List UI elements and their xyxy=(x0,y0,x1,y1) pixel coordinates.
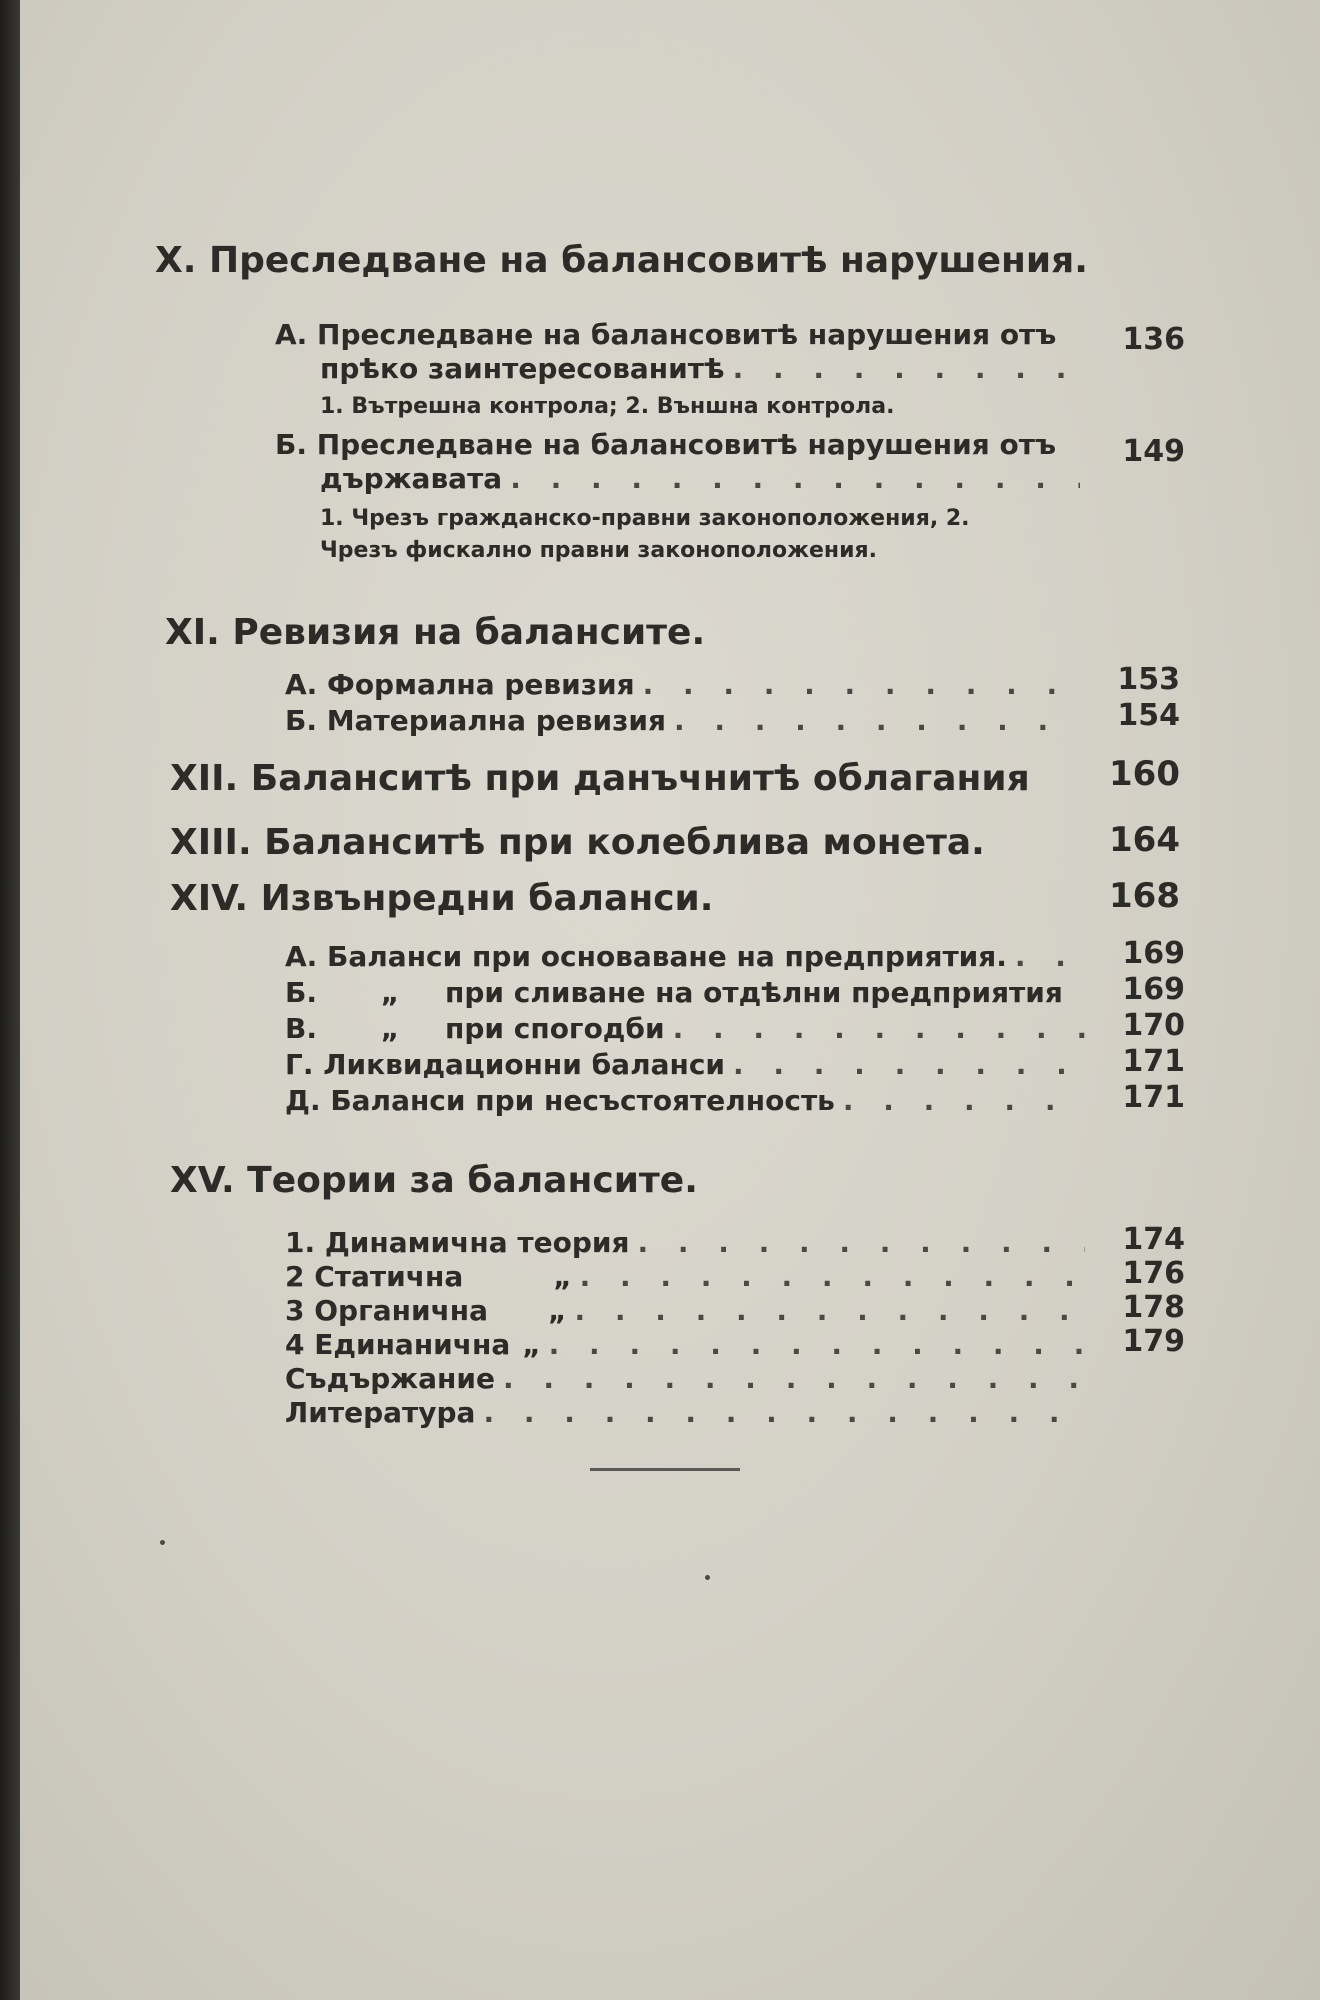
chapter-x-a-line2: прѣко заинтересованитѣ . . . xyxy=(320,352,1080,385)
chapter-xiv-d-page: 171 xyxy=(1122,1044,1185,1079)
paper-speck xyxy=(705,1575,710,1580)
chapter-xiv-b: Б. „ при сливане на отдѣлни предприятия xyxy=(285,976,1063,1009)
chapter-xv-item3-page: 178 xyxy=(1122,1290,1185,1325)
chapter-xv-item4: 4 Единанична „ . . . xyxy=(285,1328,1085,1361)
chapter-xiv-d: Г. Ликвидационни баланси . . . xyxy=(285,1048,1085,1081)
chapter-x-a-note: 1. Вътрешна контрола; 2. Външна контрола. xyxy=(320,394,895,419)
chapter-xv-item2: 2 Статична „ . . . xyxy=(285,1260,1085,1293)
closing-rule xyxy=(590,1468,740,1471)
chapter-x-a-page: 136 xyxy=(1122,322,1185,357)
chapter-xiv-a-page: 169 xyxy=(1122,936,1185,971)
chapter-xiv-a: А. Баланси при основаване на предприятия. . . . xyxy=(285,940,1085,973)
chapter-xi-b: Б. Материална ревизия . . . xyxy=(285,704,1075,737)
paper-speck xyxy=(160,1540,165,1545)
chapter-xi-title: XI. Ревизия на балансите. xyxy=(165,612,706,653)
book-page xyxy=(20,0,1320,2000)
chapter-x-b-line1: Б. Преследване на балансовитѣ нарушения отъ xyxy=(275,428,1056,461)
chapter-xi-a: А. Формална ревизия . . . xyxy=(285,668,1075,701)
chapter-xiv-e-page: 171 xyxy=(1122,1080,1185,1115)
chapter-xv-item2-page: 176 xyxy=(1122,1256,1185,1291)
chapter-xv-contents: Съдържание . . . xyxy=(285,1362,1085,1395)
chapter-xiv-title: XIV. Извънредни баланси. xyxy=(170,878,714,919)
chapter-xv-literature: Литература . . . xyxy=(285,1396,1085,1429)
chapter-xi-a-page: 153 xyxy=(1117,662,1180,697)
chapter-xiv-e: Д. Баланси при несъстоятелность . . . xyxy=(285,1084,1085,1117)
chapter-xv-item3: 3 Органична „ . . . xyxy=(285,1294,1085,1327)
chapter-xiii-page: 164 xyxy=(1109,820,1180,860)
chapter-xv-title: XV. Теории за балансите. xyxy=(170,1160,698,1201)
chapter-xv-item1-page: 174 xyxy=(1122,1222,1185,1257)
chapter-xv-item1: 1. Динамична теория . . . xyxy=(285,1226,1085,1259)
chapter-x-b-line2: държавата . . . xyxy=(320,462,1080,495)
chapter-xi-b-page: 154 xyxy=(1117,698,1180,733)
chapter-xii-title: XII. Баланситѣ при данъчнитѣ облагания xyxy=(170,758,1030,799)
chapter-x-b-note1: 1. Чрезъ гражданско-правни законоположения, 2. xyxy=(320,506,970,531)
page-edge-shadow xyxy=(0,0,20,2000)
chapter-xv-item4-page: 179 xyxy=(1122,1324,1185,1359)
chapter-xii-page: 160 xyxy=(1109,754,1180,794)
chapter-x-b-page: 149 xyxy=(1122,434,1185,469)
chapter-xiv-b-page: 169 xyxy=(1122,972,1185,1007)
chapter-xiv-page: 168 xyxy=(1109,876,1180,916)
chapter-xiv-c: В. „ при спогодби . . . xyxy=(285,1012,1085,1045)
chapter-x-title: X. Преследване на балансовитѣ нарушения. xyxy=(155,240,1088,281)
chapter-xiv-c-page: 170 xyxy=(1122,1008,1185,1043)
chapter-x-b-note2: Чрезъ фискално правни законоположения. xyxy=(320,538,878,563)
chapter-xiii-title: XIII. Баланситѣ при колеблива монета. xyxy=(170,822,985,863)
chapter-x-a-line1: А. Преследване на балансовитѣ нарушения отъ xyxy=(275,318,1057,351)
